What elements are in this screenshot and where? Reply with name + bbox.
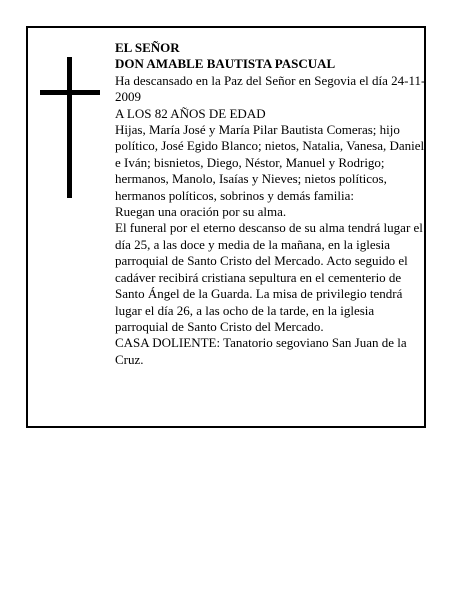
age-line: A LOS 82 AÑOS DE EDAD xyxy=(115,105,266,121)
notice-text xyxy=(115,40,426,368)
funeral-paragraph: El funeral por el eterno descanso de su alma tendrá lugar el día 25, a las doce y media de la mañana, en la iglesia parroquial de Santo Cristo del Mercado. Acto seguido el cadáver recibirá cristiana sepultura en el cementerio de Santo Ángel de la Guarda. La misa de privilegio tendrá lugar el día 26, a las ocho de la tarde, en la iglesia parroquial de Santo Cristo del Mercado. xyxy=(115,220,423,334)
cross-icon xyxy=(40,57,100,198)
deceased-name: DON AMABLE BAUTISTA PASCUAL xyxy=(115,56,336,72)
obituary-notice xyxy=(26,26,426,428)
death-announcement: Ha descansado en la Paz del Señor en Segovia el día 24-11-2009 xyxy=(115,72,426,105)
casa-doliente-line: CASA DOLIENTE: Tanatorio segoviano San Juan de la Cruz. xyxy=(115,335,407,367)
prayer-line: Ruegan una oración por su alma. xyxy=(115,204,287,220)
notice-title: EL SEÑOR xyxy=(115,40,180,55)
cross-horizontal-bar xyxy=(40,90,100,95)
family-paragraph: Hijas, María José y María Pilar Bautista Comeras; hijo político, José Egido Blanco; nietos, Natalia, Vanesa, Daniel e Iván; bisnietos, Diego, Néstor, Manuel y Rodrigo; hermanos, Manolo, Isaías y Nieves; nietos políticos, hermanos políticos, sobrinos y demás familia: xyxy=(115,122,425,203)
cross-vertical-bar xyxy=(67,57,72,198)
